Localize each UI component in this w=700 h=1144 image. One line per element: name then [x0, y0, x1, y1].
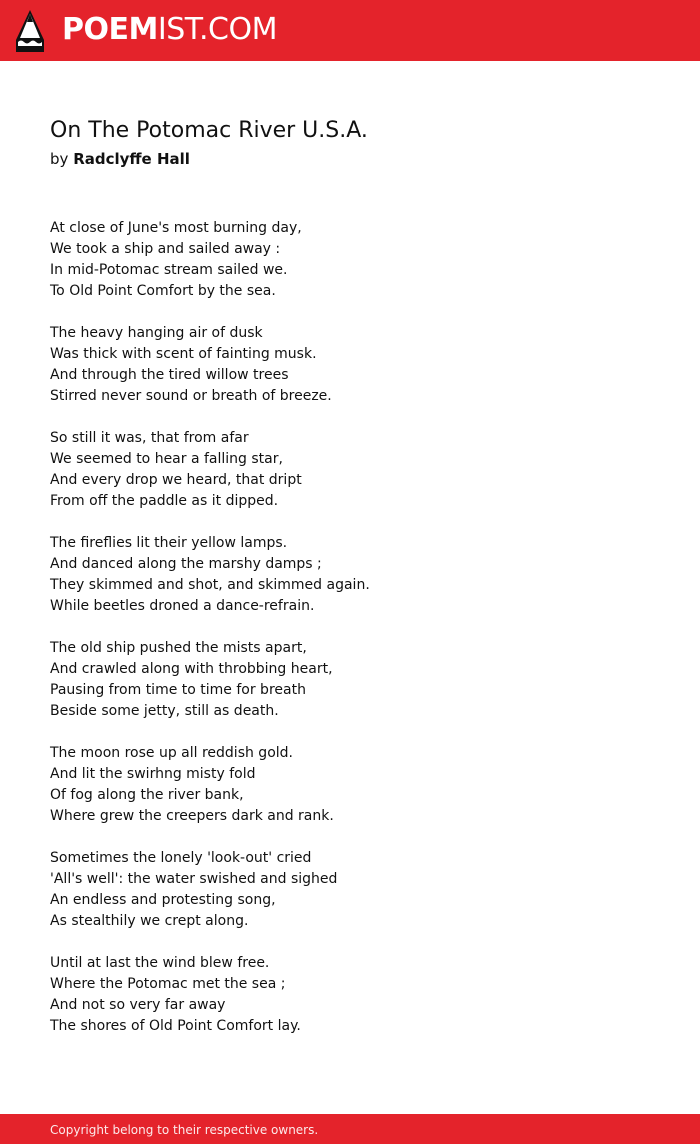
poem-line: Of fog along the river bank, — [50, 787, 244, 803]
poem-line: Where grew the creepers dark and rank. — [50, 808, 334, 824]
poem-line: The shores of Old Point Comfort lay. — [50, 1018, 301, 1034]
poem-line: Until at last the wind blew free. — [50, 955, 270, 971]
poem-stanza — [50, 323, 650, 407]
poem-line: The heavy hanging air of dusk — [50, 325, 263, 341]
poem-line: The fireflies lit their yellow lamps. — [50, 535, 288, 551]
poem-stanza — [50, 638, 650, 722]
poem-line: At close of June's most burning day, — [50, 220, 302, 236]
poem-stanza — [50, 218, 650, 302]
poem-stanza — [50, 428, 650, 512]
poem-line: And through the tired willow trees — [50, 367, 289, 383]
poem-line: While beetles droned a dance-refrain. — [50, 598, 315, 614]
poem-line: And lit the swirhng misty fold — [50, 766, 256, 782]
poem-line: Stirred never sound or breath of breeze. — [50, 388, 332, 404]
poem-line: An endless and protesting song, — [50, 892, 276, 908]
poem-line: The moon rose up all reddish gold. — [50, 745, 293, 761]
poem-stanza — [50, 533, 650, 617]
poem-stanza — [50, 848, 650, 932]
byline — [50, 149, 190, 169]
poem-line: They skimmed and shot, and skimmed again. — [50, 577, 370, 593]
poem-line: And not so very far away — [50, 997, 226, 1013]
site-header — [0, 0, 700, 61]
poem-line: As stealthily we crept along. — [50, 913, 249, 929]
poem-body — [50, 218, 650, 1058]
poem-stanza — [50, 743, 650, 827]
poem-line: And crawled along with throbbing heart, — [50, 661, 333, 677]
poem-line: From off the paddle as it dipped. — [50, 493, 279, 509]
poem-line: Was thick with scent of fainting musk. — [50, 346, 317, 362]
poem-line: Sometimes the lonely 'look-out' cried — [50, 850, 312, 866]
copyright-text: Copyright belong to their respective owners. — [50, 1123, 319, 1137]
logo-bold-text: POEM — [62, 12, 158, 47]
poem-line: And danced along the marshy damps ; — [50, 556, 322, 572]
poem-line: In mid-Potomac stream sailed we. — [50, 262, 288, 278]
poem-line: And every drop we heard, that dript — [50, 472, 302, 488]
author-name: Radclyffe Hall — [73, 150, 190, 168]
by-label: by — [50, 150, 69, 168]
poem-line: 'All's well': the water swished and sighed — [50, 871, 338, 887]
poem-title: On The Potomac River U.S.A. — [50, 118, 368, 143]
poem-line: Pausing from time to time for breath — [50, 682, 306, 698]
poem-stanza — [50, 953, 650, 1037]
site-footer — [0, 1114, 700, 1144]
poem-line: Where the Potomac met the sea ; — [50, 976, 286, 992]
poem-line: To Old Point Comfort by the sea. — [50, 283, 276, 299]
poem-line: We took a ship and sailed away : — [50, 241, 281, 257]
poem-line: So still it was, that from afar — [50, 430, 249, 446]
poem-line: The old ship pushed the mists apart, — [50, 640, 307, 656]
logo-light-text: IST.COM — [157, 12, 277, 47]
poem-line: Beside some jetty, still as death. — [50, 703, 279, 719]
site-logo[interactable] — [62, 12, 277, 48]
poem-line: We seemed to hear a falling star, — [50, 451, 283, 467]
pencil-tip-icon[interactable] — [16, 10, 44, 52]
